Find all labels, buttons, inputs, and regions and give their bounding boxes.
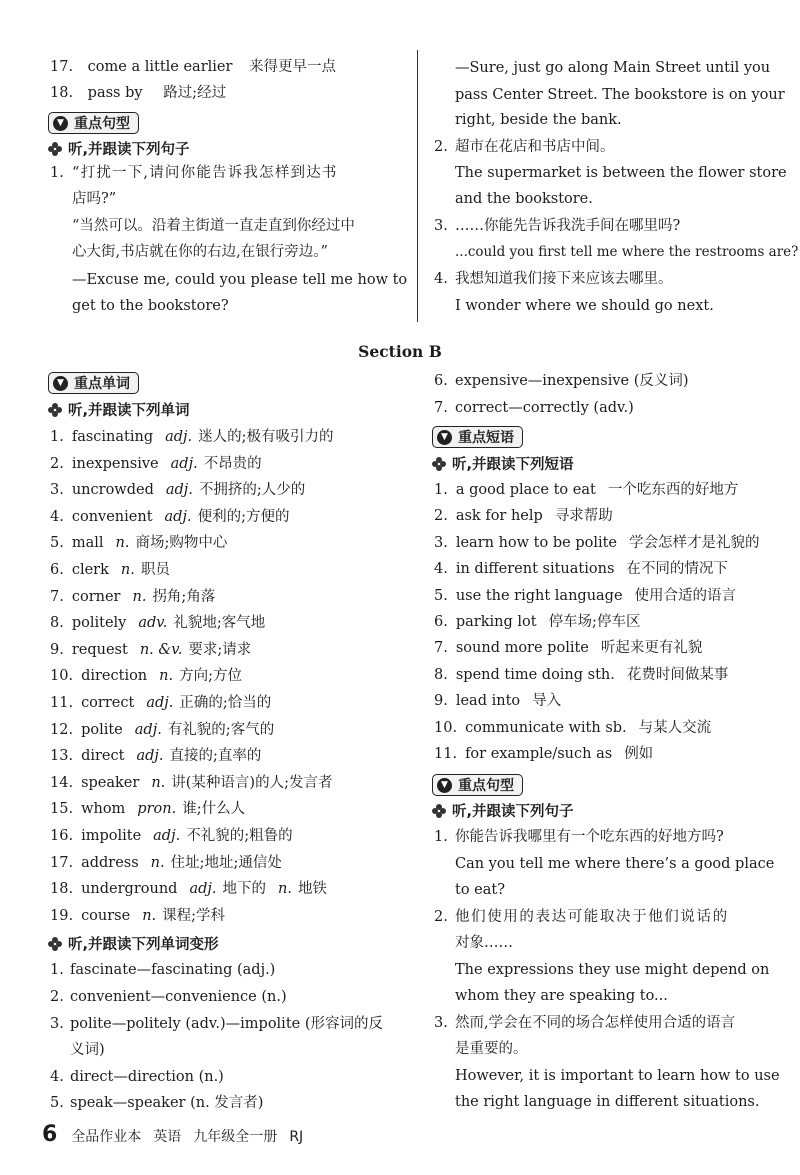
variant-number: 5. [50,1095,64,1111]
phrase-english: sound more polite [455,640,589,656]
vocab-word: request [71,642,128,658]
part-of-speech: adj. [165,429,193,445]
part-of-speech: adj. [146,695,174,711]
item-number: 4. [434,561,448,577]
vocab-item [50,453,262,475]
sentence-number: 1. [434,829,448,845]
sentence-line: 我想知道我们接下来应该去哪里。 [455,271,673,287]
sentence-line: the right language in different situations. [455,1094,760,1110]
vocab-item [50,559,170,581]
vocab-meaning: 地下的 [222,881,266,897]
item-number: 6. [434,614,448,630]
subheading-label: 听,并跟读下列单词 [68,403,190,419]
part-of-speech: n. [159,668,174,684]
part-of-speech: adj. [134,722,162,738]
phrase-english: ask for help [455,508,543,524]
sentence-line: ……你能先告诉我洗手间在哪里吗? [455,218,681,234]
part-of-speech: n. &v. [139,642,183,658]
vocab-word: address [81,855,139,871]
vocab-meaning: 礼貌地;客气地 [173,615,266,631]
variant-line: convenient—convenience (n.) [70,989,287,1005]
phrase-item [434,532,760,554]
vocab-meaning: 课程;学科 [162,908,226,924]
phrase-item [434,717,711,739]
vocab-word: direction [81,668,148,684]
item-number: 10. [50,668,74,684]
item-number: 18. [50,881,74,897]
item-number: 12. [50,722,74,738]
phrase-chinese: 例如 [624,746,654,762]
vocab-meaning: 迷人的;极有吸引力的 [198,429,334,445]
vocab-item [50,479,305,501]
sentence-line: —Excuse me, could you please tell me how to [72,272,408,288]
vocab-item [50,798,245,820]
sentence-line: Can you tell me where there’s a good place [455,856,775,872]
variant-number: 2. [50,989,64,1005]
vocab-item [50,532,227,554]
vocab-word: impolite [81,828,142,844]
vocab-word: convenient [71,509,153,525]
vocab-meaning: 不拥挤的;人少的 [198,482,306,498]
vocab-item [50,745,261,767]
listen-repeat-subheading [432,800,574,821]
vocab-item [50,852,282,874]
vocab-meaning: 商场;购物中心 [135,535,228,551]
part-of-speech: n. [132,589,147,605]
clover-icon [48,937,62,951]
sentence-number: 3. [434,218,448,234]
part-of-speech: adj. [153,828,181,844]
phrase-english: in different situations [455,561,615,577]
part-of-speech: pron. [137,801,177,817]
phrase-english: spend time doing sth. [455,667,615,683]
part-of-speech: n. [115,535,130,551]
edition-label: RJ [289,1129,304,1145]
sentence-line: However, it is important to learn how to use [455,1068,780,1084]
sentence-line: “打扰一下,请问你能告诉我怎样到达书 [72,165,338,181]
item-number: 8. [50,615,64,631]
phrase-item [434,558,728,580]
phrase-chinese: 听起来更有礼貌 [600,640,703,656]
item-number: 18. [50,85,74,101]
key-words-heading [48,372,139,394]
sentence-line: —Sure, just go along Main Street until you [455,60,771,76]
vocab-meaning: 要求;请求 [188,642,252,658]
vocab-word: clerk [71,562,109,578]
vocab-word: uncrowded [71,482,154,498]
phrase-item [50,82,226,104]
clover-icon [432,457,446,471]
item-number: 3. [50,482,64,498]
variant-line: correct—correctly (adv.) [455,400,634,416]
phrase-chinese: 停车场;停车区 [548,614,641,630]
item-number: 4. [50,509,64,525]
phrase-english: a good place to eat [455,482,596,498]
sentence-line: pass Center Street. The bookstore is on your [455,87,785,103]
grade-label: 九年级全一册 [193,1129,278,1145]
sentence-line: whom they are speaking to... [455,988,668,1004]
vocab-meaning: 不昂贵的 [203,456,262,472]
phrase-chinese: 花费时间做某事 [626,667,729,683]
clover-icon [48,403,62,417]
sentence-line: 对象…… [455,935,513,951]
vocab-item [50,639,251,661]
vocab-meaning: 地铁 [297,881,327,897]
chevron-down-icon: ▼ [437,778,452,793]
phrase-english: parking lot [455,614,537,630]
phrase-english: lead into [455,693,521,709]
heading-label: 重点单词 [74,376,130,392]
subheading-label: 听,并跟读下列单词变形 [68,937,219,953]
part-of-speech: n. [277,881,292,897]
phrase-english: communicate with sb. [465,720,627,736]
part-of-speech: adj. [189,881,217,897]
listen-repeat-subheading [48,399,190,420]
subheading-label: 听,并跟读下列句子 [68,142,190,158]
part-of-speech: adj. [136,748,164,764]
section-title: Section B [358,342,442,361]
vocab-item [50,586,215,608]
item-number: 19. [50,908,74,924]
sentence-line: 店吗?” [72,191,117,207]
sentence-number: 4. [434,271,448,287]
vocab-word: corner [71,589,121,605]
item-number: 2. [434,508,448,524]
variant-number: 1. [50,962,64,978]
listen-repeat-subheading [48,138,190,159]
vocab-word: fascinating [71,429,154,445]
phrase-chinese: 导入 [532,693,562,709]
variant-line: fascinate—fascinating (adj.) [70,962,276,978]
part-of-speech: n. [151,775,166,791]
vocab-word: direct [81,748,125,764]
chevron-down-icon: ▼ [53,116,68,131]
vocab-word: speaker [81,775,140,791]
phrase-item [434,611,640,633]
sentence-line: 是重要的。 [455,1041,528,1057]
vocab-item [50,612,265,634]
phrase-chinese: 在不同的情况下 [626,561,728,577]
item-number: 17. [50,855,74,871]
vocab-word: politely [71,615,127,631]
heading-label: 重点句型 [74,116,130,132]
sentence-number: 2. [434,139,448,155]
item-number: 11. [434,746,458,762]
item-number: 3. [434,535,448,551]
phrase-item [434,637,702,659]
subheading-label: 听,并跟读下列短语 [452,457,574,473]
part-of-speech: n. [150,855,165,871]
chevron-down-icon: ▼ [437,430,452,445]
item-number: 10. [434,720,458,736]
item-number: 14. [50,775,74,791]
vocab-meaning: 讲(某种语言)的人;发言者 [171,775,333,791]
sentence-number: 3. [434,1015,448,1031]
vocab-item [50,719,274,741]
page-number: 6 [42,1122,58,1147]
sentence-line: 然而,学会在不同的场合怎样使用合适的语言 [455,1015,736,1031]
listen-repeat-subheading [432,453,574,474]
phrase-chinese: 学会怎样才是礼貌的 [629,535,760,551]
vocab-word: polite [81,722,123,738]
item-chinese: 来得更早一点 [249,59,337,75]
sentence-line: and the bookstore. [455,191,593,207]
sentence-line: The supermarket is between the flower store [455,165,787,181]
vocab-item [50,506,289,528]
sentence-line: 心大街,书店就在你的右边,在银行旁边。” [72,244,328,260]
vocab-meaning: 方向;方位 [179,668,242,684]
item-number: 11. [50,695,74,711]
variant-number: 4. [50,1069,64,1085]
vocab-word: underground [81,881,178,897]
part-of-speech: n. [120,562,135,578]
item-number: 13. [50,748,74,764]
item-english: pass by [87,85,143,101]
phrase-item [434,585,736,607]
item-number: 7. [50,589,64,605]
vocab-meaning: 便利的;方便的 [197,509,290,525]
heading-label: 重点短语 [458,430,514,446]
item-number: 1. [50,429,64,445]
phrase-item [434,505,613,527]
vocab-meaning: 住址;地址;通信处 [170,855,282,871]
sentence-line: ...could you first tell me where the restrooms are? [455,244,799,260]
item-number: 16. [50,828,74,844]
variant-line: speak—speaker (n. 发言者) [70,1095,264,1111]
sentence-line: to eat? [455,882,505,898]
book-title: 全品作业本 [71,1129,142,1145]
variant-number: 7. [434,400,448,416]
vocab-item [50,825,293,847]
sentence-line: “当然可以。沿着主街道一直走直到你经过中 [72,218,355,234]
item-number: 5. [434,588,448,604]
vocab-meaning: 有礼貌的;客气的 [167,722,275,738]
phrase-item [434,743,653,765]
clover-icon [432,804,446,818]
item-number: 15. [50,801,74,817]
item-number: 8. [434,667,448,683]
phrase-chinese: 寻求帮助 [554,508,613,524]
key-phrases-heading [432,426,523,448]
sentence-number: 1. [50,165,64,181]
sentence-line: The expressions they use might depend on [455,962,770,978]
item-number: 2. [50,456,64,472]
vocab-meaning: 不礼貌的;粗鲁的 [186,828,293,844]
vocab-meaning: 正确的;恰当的 [179,695,272,711]
part-of-speech: n. [142,908,157,924]
heading-label: 重点句型 [458,778,514,794]
part-of-speech: adj. [165,482,193,498]
item-english: come a little earlier [87,59,233,75]
phrase-english: learn how to be polite [455,535,618,551]
variant-line: 义词) [70,1042,105,1058]
vocab-word: mall [71,535,104,551]
phrase-item [434,479,738,501]
variant-line: direct—direction (n.) [70,1069,224,1085]
item-number: 7. [434,640,448,656]
vocab-word: inexpensive [71,456,159,472]
vocab-word: whom [81,801,126,817]
phrase-english: for example/such as [465,746,613,762]
item-chinese: 路过;经过 [163,85,227,101]
part-of-speech: adj. [170,456,198,472]
vocab-item [50,905,225,927]
item-number: 9. [434,693,448,709]
item-number: 1. [434,482,448,498]
key-sentences-heading [432,774,523,796]
phrase-chinese: 一个吃东西的好地方 [607,482,739,498]
vocab-meaning: 直接的;直率的 [169,748,262,764]
item-number: 9. [50,642,64,658]
item-number: 6. [50,562,64,578]
vocab-item [50,878,327,900]
sentence-line: get to the bookstore? [72,298,229,314]
chevron-down-icon: ▼ [53,376,68,391]
phrase-chinese: 使用合适的语言 [634,588,737,604]
variant-number: 3. [50,1016,64,1032]
key-sentences-heading [48,112,139,134]
vocab-meaning: 拐角;角落 [152,589,216,605]
subheading-label: 听,并跟读下列句子 [452,804,574,820]
part-of-speech: adj. [164,509,192,525]
sentence-line: 超市在花店和书店中间。 [455,139,615,155]
vocab-word: correct [81,695,135,711]
item-number: 5. [50,535,64,551]
variant-number: 6. [434,373,448,389]
phrase-item [434,664,728,686]
part-of-speech: adv. [138,615,168,631]
vocab-meaning: 谁;什么人 [182,801,246,817]
sentence-number: 2. [434,909,448,925]
phrase-chinese: 与某人交流 [638,720,712,736]
sentence-line: right, beside the bank. [455,112,622,128]
sentence-line: 他们使用的表达可能取决于他们说话的 [455,909,729,925]
subject-label: 英语 [153,1129,182,1145]
sentence-line: 你能告诉我哪里有一个吃东西的好地方吗? [455,829,724,845]
phrase-item [50,56,336,78]
vocab-item [50,665,242,687]
listen-repeat-subheading [48,933,219,954]
variant-line: expensive—inexpensive (反义词) [455,373,689,389]
vocab-item [50,426,334,448]
variant-line: polite—politely (adv.)—impolite (形容词的反 [70,1016,383,1032]
page-footer [42,1122,315,1147]
phrase-item [434,690,561,712]
vocab-item [50,772,332,794]
vocab-word: course [81,908,131,924]
vocab-meaning: 职员 [140,562,170,578]
vocab-item [50,692,271,714]
clover-icon [48,142,62,156]
phrase-english: use the right language [455,588,623,604]
sentence-line: I wonder where we should go next. [455,298,714,314]
item-number: 17. [50,59,74,75]
column-divider [417,50,418,322]
